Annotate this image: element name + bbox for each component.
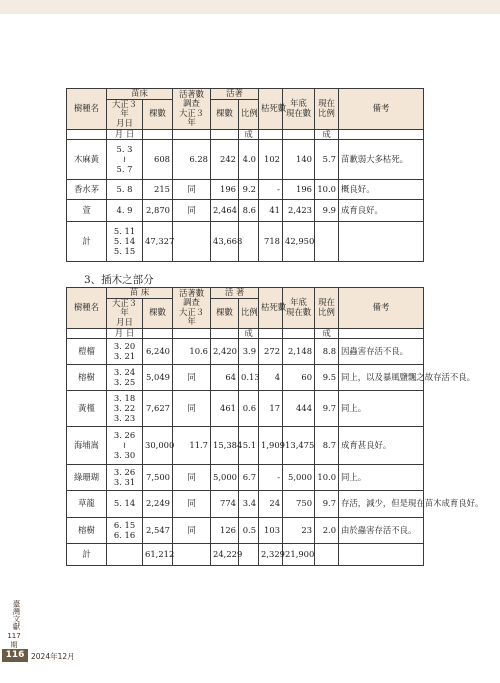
- journal-title: 臺灣文獻: [12, 600, 21, 630]
- count-cell: 47,327: [143, 222, 173, 262]
- year-end-cell: 23: [283, 518, 315, 544]
- count-cell: 215: [143, 180, 173, 200]
- survey-cell: [173, 222, 211, 262]
- ratio-cell: 0.5: [239, 518, 259, 544]
- survey-cell: 6.28: [173, 140, 211, 180]
- count-cell: 7,500: [143, 465, 173, 491]
- header-nursery: 苗 床: [107, 288, 173, 299]
- table-row: [67, 180, 424, 200]
- header-remarks: 備考: [339, 288, 424, 329]
- header-current-ratio-text: 現在 比例: [318, 98, 335, 118]
- unit-date: 月 日: [107, 129, 143, 140]
- seedling-table: [66, 88, 424, 262]
- header-count: 棵數: [143, 298, 173, 328]
- table-row: [67, 465, 424, 491]
- count-cell: 7,627: [143, 391, 173, 427]
- date-cell: 5. 11 5. 14 5. 15: [107, 222, 143, 262]
- header-date-text: 大正３年 月日: [111, 98, 138, 128]
- date-cell: 3. 26 3. 31: [107, 465, 143, 491]
- header-current-ratio: [315, 288, 339, 329]
- year-end-cell: 13,475: [283, 427, 315, 465]
- header-live-survey: [173, 89, 211, 130]
- header-year-end-text: 年底 現在數: [285, 98, 312, 118]
- current-ratio-cell: 9.7: [315, 391, 339, 427]
- live-count-cell: 242: [211, 140, 239, 180]
- remark-cell: 同上，以及暴風鹽飄之故存活不良。: [339, 365, 424, 391]
- current-ratio-cell: 8.8: [315, 339, 339, 365]
- issue-number-value: 117: [7, 632, 21, 640]
- unit-cell: [67, 328, 107, 339]
- table-row: [67, 200, 424, 222]
- count-cell: 30,000: [143, 427, 173, 465]
- issue-number-word: 期: [10, 641, 18, 649]
- species-cell: 計: [67, 544, 107, 566]
- header-date: [107, 99, 143, 129]
- dead-cell: 1,909: [259, 427, 283, 465]
- table-row: [67, 339, 424, 365]
- count-cell: 2,870: [143, 200, 173, 222]
- ratio-cell: 9.2: [239, 180, 259, 200]
- ratio-cell: 3.9: [239, 339, 259, 365]
- date-cell: 5. 14: [107, 491, 143, 518]
- dead-cell: 2,329: [259, 544, 283, 566]
- date-cell: [107, 544, 143, 566]
- ratio-cell: 0.6: [239, 391, 259, 427]
- date-cell: 3. 24 3. 25: [107, 365, 143, 391]
- remark-cell: 同上。: [339, 465, 424, 491]
- current-ratio-cell: 10.0: [315, 180, 339, 200]
- species-cell: 榕樹: [67, 365, 107, 391]
- count-cell: 608: [143, 140, 173, 180]
- unit-cell: [211, 129, 239, 140]
- header-date: [107, 298, 143, 328]
- species-cell: 榕樹: [67, 518, 107, 544]
- count-cell: 2,547: [143, 518, 173, 544]
- issue-number: [4, 632, 24, 650]
- current-ratio-cell: [315, 222, 339, 262]
- header-species: 樹種名: [67, 89, 107, 130]
- year-end-cell: 140: [283, 140, 315, 180]
- dead-cell: 41: [259, 200, 283, 222]
- count-cell: 5,049: [143, 365, 173, 391]
- table-row: [67, 222, 424, 262]
- species-cell: 海埔嵩: [67, 427, 107, 465]
- date-cell: 3. 20 3. 21: [107, 339, 143, 365]
- remark-cell: 概良好。: [339, 180, 424, 200]
- current-ratio-cell: 9.7: [315, 491, 339, 518]
- header-ratio: 比例: [239, 99, 259, 129]
- header-live-survey: [173, 288, 211, 329]
- publication-date: 2024年12月: [31, 652, 75, 661]
- survey-cell: 同: [173, 365, 211, 391]
- dead-cell: 4: [259, 365, 283, 391]
- dead-cell: 102: [259, 140, 283, 180]
- header-dead: 枯死數: [259, 89, 283, 130]
- unit-cell: [259, 129, 283, 140]
- year-end-cell: 42,950: [283, 222, 315, 262]
- year-end-cell: 21,900: [283, 544, 315, 566]
- unit-cell: [339, 129, 424, 140]
- table-row: [67, 544, 424, 566]
- species-cell: 黃槿: [67, 391, 107, 427]
- year-end-cell: 2,148: [283, 339, 315, 365]
- year-end-cell: 5,000: [283, 465, 315, 491]
- header-live: 活 著: [211, 288, 259, 299]
- header-dead: 枯死數: [259, 288, 283, 329]
- table-row: [67, 518, 424, 544]
- date-cell: 5. 3 ≀ 5. 7: [107, 140, 143, 180]
- dead-cell: 718: [259, 222, 283, 262]
- species-cell: 香水茅: [67, 180, 107, 200]
- unit-pct: 成: [315, 129, 339, 140]
- current-ratio-cell: 9.9: [315, 200, 339, 222]
- live-count-cell: 774: [211, 491, 239, 518]
- header-ratio: 比例: [239, 298, 259, 328]
- ratio-cell: 5.1: [239, 427, 259, 465]
- survey-cell: 同: [173, 491, 211, 518]
- count-cell: 6,240: [143, 339, 173, 365]
- year-end-cell: 196: [283, 180, 315, 200]
- cutting-table: [66, 287, 484, 566]
- unit-cell: [143, 129, 173, 140]
- survey-cell: 10.6: [173, 339, 211, 365]
- survey-cell: 同: [173, 200, 211, 222]
- ratio-cell: 3.4: [239, 491, 259, 518]
- header-year-end: [283, 89, 315, 130]
- current-ratio-cell: [315, 544, 339, 566]
- unit-date: 月 日: [107, 328, 143, 339]
- species-cell: 綠珊瑚: [67, 465, 107, 491]
- dead-cell: 103: [259, 518, 283, 544]
- dead-cell: -: [259, 465, 283, 491]
- survey-cell: 11.7: [173, 427, 211, 465]
- count-cell: 61,212: [143, 544, 173, 566]
- date-cell: 6. 15 6. 16: [107, 518, 143, 544]
- header-count: 棵數: [143, 99, 173, 129]
- unit-cell: [143, 328, 173, 339]
- unit-cell: [173, 129, 211, 140]
- date-cell: 3. 26 ≀ 3. 30: [107, 427, 143, 465]
- header-nursery: 苗床: [107, 89, 173, 100]
- date-cell: 3. 18 3. 22 3. 23: [107, 391, 143, 427]
- unit-cell: [339, 328, 424, 339]
- remark-cell: 存活，減少，但是現在苗木成育良好。: [339, 491, 424, 518]
- header-date-text: 大正３年 月日: [111, 297, 138, 327]
- header-live-survey-text: 活著數 調查 大正３年: [178, 287, 205, 327]
- top-band: [0, 0, 500, 14]
- dead-cell: -: [259, 180, 283, 200]
- species-cell: 計: [67, 222, 107, 262]
- remark-cell: 苗歉弱大多枯死。: [339, 140, 424, 180]
- remark-cell: 因蟲害存活不良。: [339, 339, 424, 365]
- survey-cell: [173, 544, 211, 566]
- year-end-cell: 750: [283, 491, 315, 518]
- species-cell: 萱: [67, 200, 107, 222]
- header-year-end: [283, 288, 315, 329]
- dead-cell: 24: [259, 491, 283, 518]
- species-cell: 榿榴: [67, 339, 107, 365]
- live-count-cell: 2,420: [211, 339, 239, 365]
- survey-cell: 同: [173, 180, 211, 200]
- live-count-cell: 461: [211, 391, 239, 427]
- current-ratio-cell: 5.7: [315, 140, 339, 180]
- dead-cell: 17: [259, 391, 283, 427]
- header-current-ratio-text: 現在 比例: [318, 297, 335, 317]
- table-row: [67, 427, 424, 465]
- current-ratio-cell: 2.0: [315, 518, 339, 544]
- year-end-cell: 444: [283, 391, 315, 427]
- header-live-survey-text: 活著數 調查 大正３年: [178, 88, 205, 128]
- unit-cell: [211, 328, 239, 339]
- live-count-cell: 2,464: [211, 200, 239, 222]
- dead-cell: 272: [259, 339, 283, 365]
- header-remarks: 備考: [339, 89, 424, 130]
- header-live-count: 棵數: [211, 298, 239, 328]
- live-count-cell: 196: [211, 180, 239, 200]
- ratio-cell: 8.6: [239, 200, 259, 222]
- remark-cell: 成育甚良好。: [339, 427, 424, 465]
- survey-cell: 同: [173, 465, 211, 491]
- survey-cell: 同: [173, 391, 211, 427]
- current-ratio-cell: 8.7: [315, 427, 339, 465]
- year-end-cell: 2,423: [283, 200, 315, 222]
- count-cell: 2,249: [143, 491, 173, 518]
- live-count-cell: 43,668: [211, 222, 239, 262]
- remark-cell: 同上。: [339, 391, 424, 427]
- table-row: [67, 491, 424, 518]
- unit-cell: [67, 129, 107, 140]
- header-live: 活著: [211, 89, 259, 100]
- header-year-end-text: 年底 現在數: [285, 297, 312, 317]
- unit-cell: [283, 328, 315, 339]
- header-current-ratio: [315, 89, 339, 130]
- current-ratio-cell: 10.0: [315, 465, 339, 491]
- table-row: [67, 365, 424, 391]
- unit-cell: [173, 328, 211, 339]
- unit-pct: 成: [239, 328, 259, 339]
- ratio-cell: 0.13: [239, 365, 259, 391]
- unit-pct: 成: [239, 129, 259, 140]
- remark-cell: 由於蟲害存活不良。: [339, 518, 424, 544]
- live-count-cell: 64: [211, 365, 239, 391]
- live-count-cell: 126: [211, 518, 239, 544]
- date-cell: 5. 8: [107, 180, 143, 200]
- unit-pct: 成: [315, 328, 339, 339]
- ratio-cell: 6.7: [239, 465, 259, 491]
- remark-cell: [339, 222, 424, 262]
- remark-cell: 成育良好。: [339, 200, 424, 222]
- current-ratio-cell: 9.5: [315, 365, 339, 391]
- year-end-cell: 60: [283, 365, 315, 391]
- header-live-count: 棵數: [211, 99, 239, 129]
- unit-cell: [283, 129, 315, 140]
- unit-cell: [259, 328, 283, 339]
- species-cell: 木麻黃: [67, 140, 107, 180]
- date-cell: 4. 9: [107, 200, 143, 222]
- section-title: 3、插木之部分: [84, 274, 154, 286]
- header-species: 樹種名: [67, 288, 107, 329]
- live-count-cell: 15,384: [211, 427, 239, 465]
- remark-cell: [339, 544, 424, 566]
- table-row: [67, 140, 424, 180]
- species-cell: 草龍: [67, 491, 107, 518]
- live-count-cell: 24,229: [211, 544, 239, 566]
- page-number: 116: [2, 649, 28, 662]
- live-count-cell: 5,000: [211, 465, 239, 491]
- ratio-cell: 4.0: [239, 140, 259, 180]
- table-row: [67, 391, 424, 427]
- survey-cell: 同: [173, 518, 211, 544]
